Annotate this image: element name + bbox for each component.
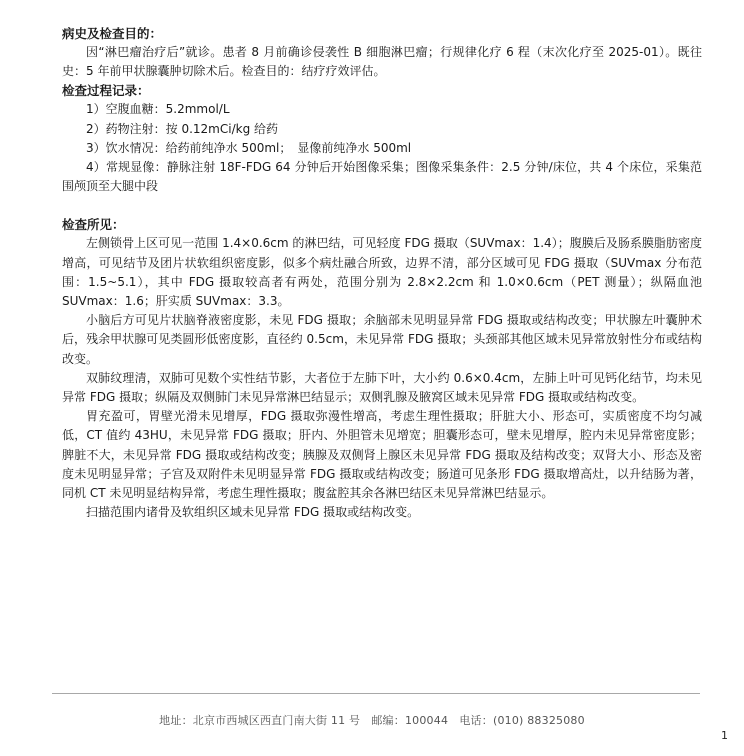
footer-divider bbox=[52, 693, 700, 694]
findings-paragraph: 小脑后方可见片状脑脊液密度影，未见 FDG 摄取；余脑部未见明显异常 FDG 摄取或结构改变；甲状腺左叶囊肿术后，残余甲状腺可见类圆形低密度影，直径约 0.5cm，未见异常 FDG 摄取；头颈部其他区域未见异常放射性分布或结构改变。 bbox=[62, 313, 702, 366]
procedure-item: 4）常规显像：静脉注射 18F-FDG 64 分钟后开始图像采集；图像采集条件：2.5 分钟/床位，共 4 个床位，采集范围颅顶至大腿中段 bbox=[62, 160, 702, 194]
procedure-item: 3）饮水情况：给药前纯净水 500ml； 显像前纯净水 500ml bbox=[86, 140, 412, 155]
page-number: 1 bbox=[721, 729, 728, 742]
report-content bbox=[62, 24, 702, 522]
findings-paragraph: 左侧锁骨上区可见一范围 1.4×0.6cm 的淋巴结，可见轻度 FDG 摄取（SUVmax：1.4）；腹膜后及肠系膜脂肪密度增高，可见结节及团片状软组织密度影，似多个病灶融合所致，边界不清，部分区域可见 FDG 摄取（SUVmax 分布范围：1.5~5.1），其中 FDG 摄取较高者有两处，范围分别为 2.8×2.2cm 和 1.0×0.6cm（PET 测量）；纵隔血池 SUVmax：1.6；肝实质 SUVmax：3.3。 bbox=[62, 236, 702, 309]
findings-paragraph: 双肺纹理清，双肺可见数个实性结节影，大者位于左肺下叶，大小约 0.6×0.4cm，左肺上叶可见钙化结节，均未见异常 FDG 摄取；纵隔及双侧肺门未见异常淋巴结显示；双侧乳腺及腋窝区域未见异常 FDG 摄取或结构改变。 bbox=[62, 370, 702, 405]
findings-paragraph: 扫描范围内诸骨及软组织区域未见异常 FDG 摄取或结构改变。 bbox=[86, 505, 420, 520]
section-gap bbox=[62, 196, 702, 215]
procedure-item: 1）空腹血糖：5.2mmol/L bbox=[86, 102, 230, 117]
history-title: 病史及检查目的： bbox=[62, 26, 163, 41]
history-text: 因“淋巴瘤治疗后”就诊。患者 8 月前确诊侵袭性 B 细胞淋巴瘤；行规律化疗 6 程（末次化疗至 2025-01）。既往史：5 年前甲状腺囊肿切除术后。检查目的：结疗疗效评估。 bbox=[62, 45, 702, 79]
procedure-title: 检查过程记录： bbox=[62, 83, 150, 99]
procedure-item: 2）药物注射：按 0.12mCi/kg 给药 bbox=[86, 121, 278, 136]
findings-title: 检查所见： bbox=[62, 217, 125, 233]
footer-address: 地址：北京市西城区西直门南大街 11 号 邮编：100044 电话：(010) 88325080 bbox=[159, 714, 585, 727]
findings-paragraph: 胃充盈可，胃壁光滑未见增厚，FDG 摄取弥漫性增高，考虑生理性摄取；肝脏大小、形态可，实质密度不均匀减低，CT 值约 43HU，未见异常 FDG 摄取；肝内、外胆管未见增宽；胆囊形态可，壁未见增厚，腔内未见异常密度影；脾脏不大，未见异常 FDG 摄取或结构改变；胰腺及双侧肾上腺区未见异常 FDG 摄取及结构改变；双肾大小、形态及密度未见明显异常；子宫及双附件未见明显异常 FDG 摄取或结构改变；肠道可见条形 FDG 摄取增高灶，以升结肠为著，同机 CT 未见明显结构异常，考虑生理性摄取；腹盆腔其余各淋巴结区未见异常淋巴结显示。 bbox=[62, 409, 702, 501]
